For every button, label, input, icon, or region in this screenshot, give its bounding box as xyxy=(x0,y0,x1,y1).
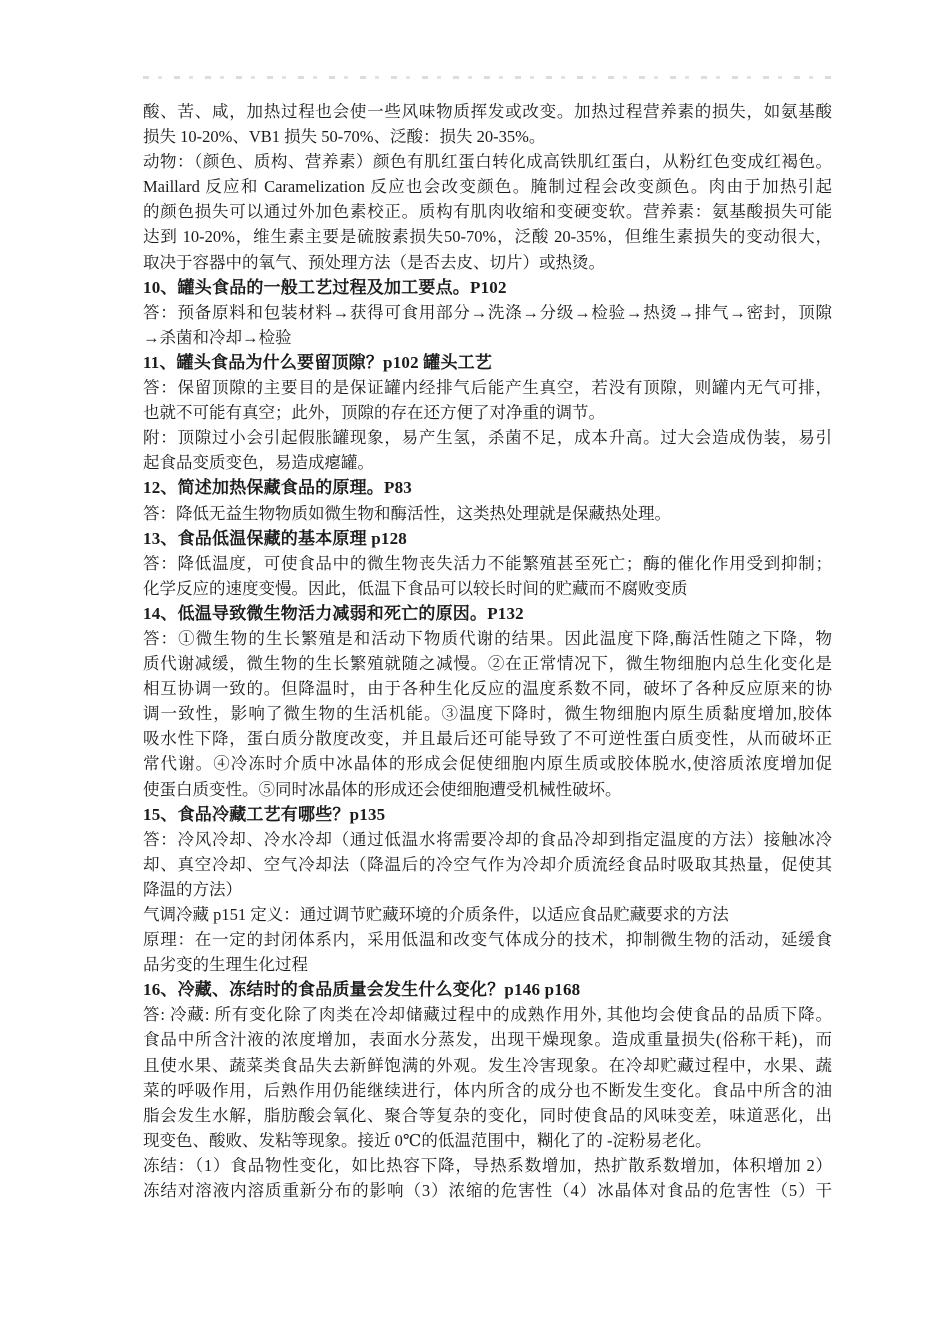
text-line: 质代谢减缓，微生物的生长繁殖就随之减慢。②在正常情况下，微生物细胞内总生化变化是 xyxy=(143,654,832,674)
text-line: 的颜色损失可以通过外加色素校正。质构有肌肉收缩和变硬变软。营养素：氨基酸损失可能 xyxy=(143,202,832,222)
text-line: 达到 10-20%，维生素主要是硫胺素损失50-70%，泛酸 20-35%，但维生素损失的变动很大， xyxy=(143,227,832,247)
text-line: 食品中所含汁液的浓度增加，表面水分蒸发，出现干燥现象。造成重量损失(俗称干耗)，而 xyxy=(143,1030,832,1050)
question-heading: 13、食品低温保藏的基本原理 p128 xyxy=(143,528,408,548)
text-line: 起食品变质变色，易造成瘪罐。 xyxy=(143,453,374,473)
text-line: 吸水性下降，蛋白质分散度改变，并且最后还可能导致了不可逆性蛋白质变性，从而破坏正 xyxy=(143,729,832,749)
text-line: 使蛋白质变性。⑤同时冰晶体的形成还会使细胞遭受机械性破坏。 xyxy=(143,779,622,799)
text-line: 损失 10-20%、VB1 损失 50-70%、泛酸：损失 20-35%。 xyxy=(143,127,546,147)
text-line: 酸、苦、咸，加热过程也会使一些风味物质挥发或改变。加热过程营养素的损失，如氨基酸 xyxy=(143,102,832,121)
text-line: 现变色、酸败、发粘等现象。接近 0℃的低温范围中，糊化了的 -淀粉易老化。 xyxy=(143,1130,712,1150)
text-line: 答：①微生物的生长繁殖是和活动下物质代谢的结果。因此温度下降,酶活性随之下降，物 xyxy=(143,628,832,648)
text-line: 取决于容器中的氧气、预处理方法（是否去皮、切片）或热烫。 xyxy=(143,252,605,272)
text-line: 品劣变的生理生化过程 xyxy=(143,955,308,975)
text-line: 菜的呼吸作用，后熟作用仍能继续进行，体内所含的成分也不断发生变化。食品中所含的油 xyxy=(143,1080,832,1100)
text-line: 化学反应的速度变慢。因此，低温下食品可以较长时间的贮藏而不腐败变质 xyxy=(143,578,688,598)
clipped-text-remnant xyxy=(143,76,831,79)
question-heading: 10、罐头食品的一般工艺过程及加工要点。P102 xyxy=(143,277,507,297)
text-line: 答：冷风冷却、冷水冷却（通过低温水将需要冷却的食品冷却到指定温度的方法）接触冰冷 xyxy=(143,829,832,849)
text-line: 却、真空冷却、空气冷却法（降温后的冷空气作为冷却介质流经食品时吸取其热量，促使其 xyxy=(143,854,832,874)
document-text-block xyxy=(143,99,832,1203)
text-line: 答：保留顶隙的主要目的是保证罐内经排气后能产生真空，若没有顶隙，则罐内无气可排， xyxy=(143,378,832,398)
text-line: 气调冷藏 p151 定义：通过调节贮藏环境的介质条件，以适应食品贮藏要求的方法 xyxy=(143,905,729,924)
text-line: 冻结对溶液内溶质重新分布的影响（3）浓缩的危害性（4）冰晶体对食品的危害性（5）干 xyxy=(143,1181,832,1201)
text-line: 答: 冷藏: 所有变化除了肉类在冷却储藏过程中的成熟作用外, 其他均会使食品的品质下降。 xyxy=(143,1005,832,1025)
text-line: 原理：在一定的封闭体系内，采用低温和改变气体成分的技术，抑制微生物的活动，延缓食 xyxy=(143,930,832,950)
text-line: 降温的方法） xyxy=(143,879,242,899)
text-line: 附：顶隙过小会引起假胀罐现象，易产生氢，杀菌不足，成本升高。过大会造成伪装，易引 xyxy=(143,428,832,448)
text-line: 脂会发生水解，脂肪酸会氧化、聚合等复杂的变化，同时使食品的风味变差，味道恶化，出 xyxy=(143,1105,832,1125)
question-heading: 16、冷藏、冻结时的食品质量会发生什么变化？p146 p168 xyxy=(143,980,581,1000)
text-line: 相互协调一致的。但降温时，由于各种生化反应的温度系数不同，破坏了各种反应原来的协 xyxy=(143,679,832,699)
question-heading: 14、低温导致微生物活力减弱和死亡的原因。P132 xyxy=(143,603,524,623)
text-line: 冻结：（1）食品物性变化，如比热容下降，导热系数增加，热扩散系数增加，体积增加 2） xyxy=(143,1155,832,1175)
question-heading: 12、简述加热保藏食品的原理。P83 xyxy=(143,478,412,498)
text-line: 答：降低无益生物物质如微生物和酶活性，这类热处理就是保藏热处理。 xyxy=(143,503,671,523)
text-line: 常代谢。④冷冻时介质中冰晶体的形成会促使细胞内原生质或胶体脱水,使溶质浓度增加促 xyxy=(143,754,832,774)
question-heading: 15、食品冷藏工艺有哪些？p135 xyxy=(143,804,386,824)
text-line: 答：预备原料和包装材料→获得可食用部分→洗涤→分级→检验→热烫→排气→密封，顶隙 xyxy=(143,302,832,322)
text-line: 动物：（颜色、质构、营养素）颜色有肌红蛋白转化成高铁肌红蛋白，从粉红色变成红褐色。 xyxy=(143,152,832,172)
text-line: 也就不可能有真空；此外，顶隙的存在还方便了对净重的调节。 xyxy=(143,403,605,423)
text-line: →杀菌和冷却→检验 xyxy=(143,327,292,347)
text-line: 调一致性，影响了微生物的生活机能。③温度下降时，微生物细胞内原生质黏度增加,胶体 xyxy=(143,704,832,724)
text-line: Maillard 反应和 Caramelization 反应也会改变颜色。腌制过程会改变颜色。肉由于加热引起 xyxy=(143,177,832,197)
question-heading: 11、罐头食品为什么要留顶隙？p102 罐头工艺 xyxy=(143,352,493,372)
text-line: 答：降低温度，可使食品中的微生物丧失活力不能繁殖甚至死亡；酶的催化作用受到抑制； xyxy=(143,553,832,573)
text-line: 且使水果、蔬菜类食品失去新鲜饱满的外观。发生冷害现象。在冷却贮藏过程中，水果、蔬 xyxy=(143,1055,832,1075)
